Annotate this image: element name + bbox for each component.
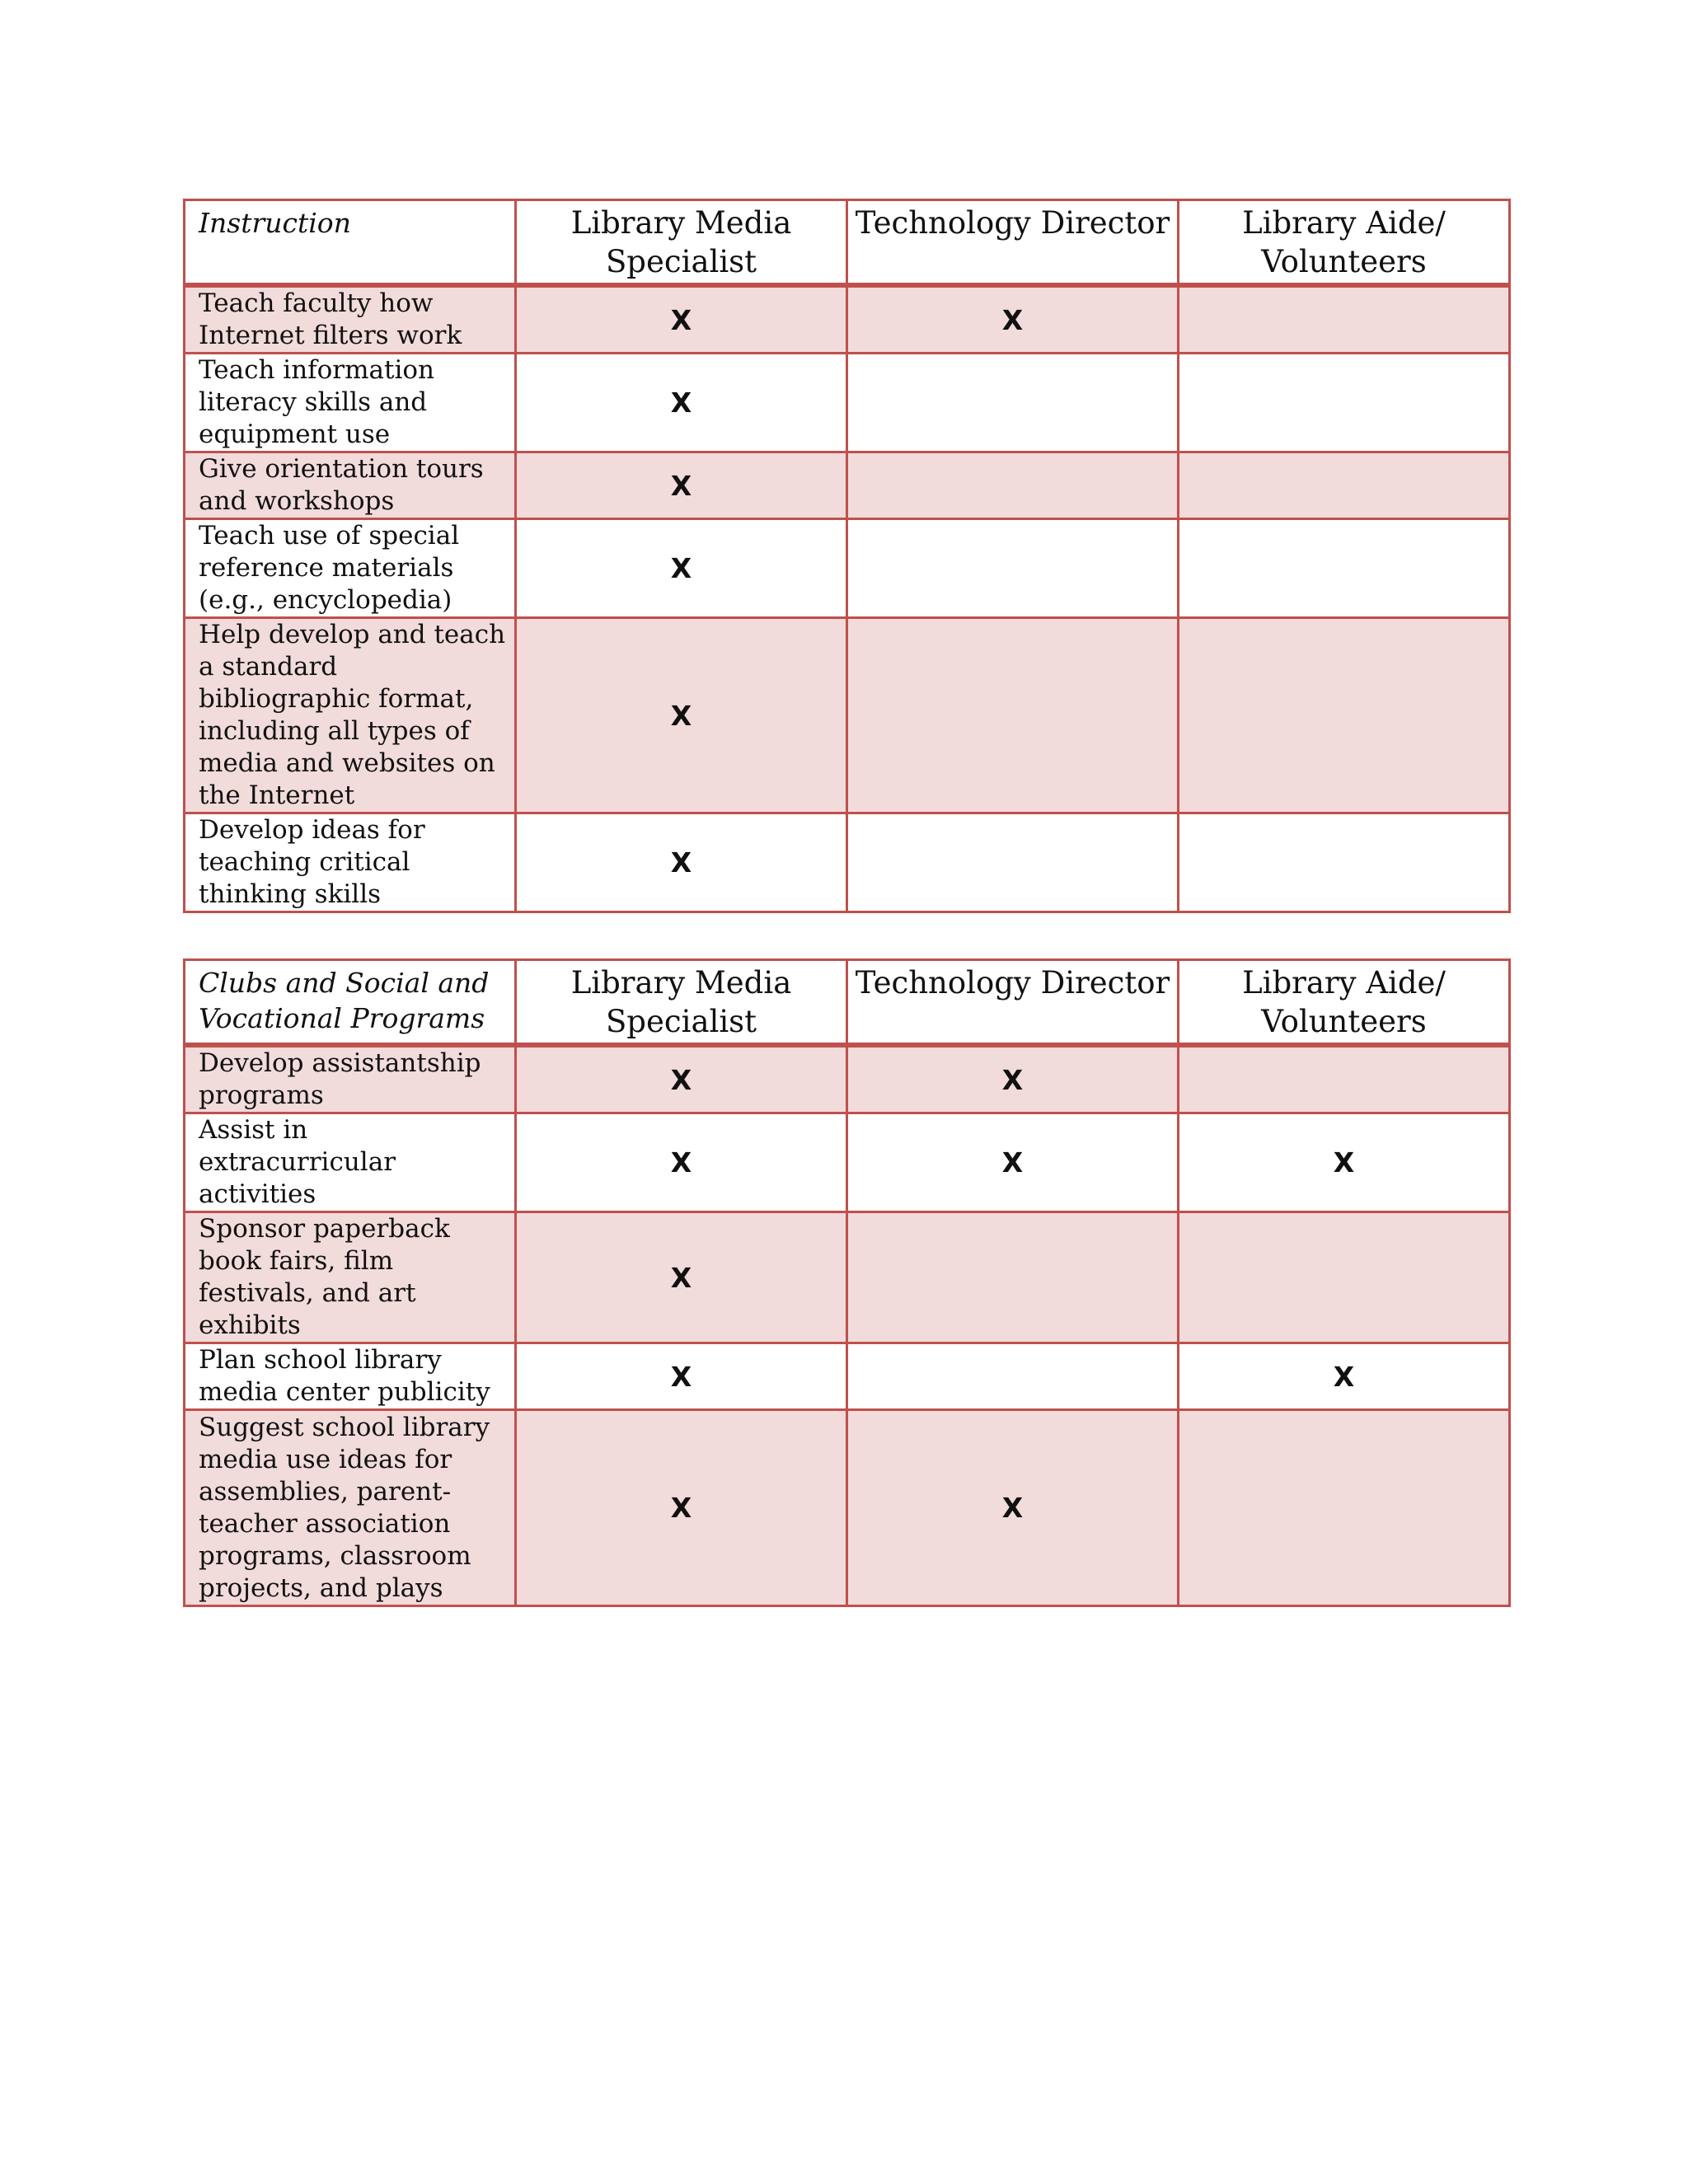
table-row (185, 1113, 1510, 1212)
mark-cell (847, 354, 1179, 452)
mark-cell: X (516, 1113, 847, 1212)
mark-cell: X (847, 285, 1179, 354)
mark-cell: X (516, 618, 847, 813)
mark-cell (1179, 285, 1510, 354)
mark-cell: X (516, 285, 847, 354)
column-header-library-media-specialist: Library Media Specialist (516, 200, 847, 286)
mark-cell: X (516, 1343, 847, 1410)
mark-cell (847, 452, 1179, 519)
section-title: Instruction (185, 200, 516, 286)
mark-cell: X (516, 1045, 847, 1113)
task-cell: Develop ideas for teaching critical thinking skills (185, 813, 516, 912)
mark-cell: X (516, 354, 847, 452)
mark-cell (847, 1343, 1179, 1410)
mark-cell (847, 618, 1179, 813)
column-header-technology-director: Technology Director (847, 960, 1179, 1046)
table-row (185, 618, 1510, 813)
task-cell: Develop assistantship programs (185, 1045, 516, 1113)
mark-cell: X (516, 1212, 847, 1343)
mark-cell (1179, 519, 1510, 618)
mark-cell (1179, 1410, 1510, 1606)
mark-cell: X (516, 813, 847, 912)
mark-cell (847, 519, 1179, 618)
task-cell: Give orientation tours and workshops (185, 452, 516, 519)
mark-cell: X (847, 1410, 1179, 1606)
mark-cell: X (1179, 1343, 1510, 1410)
mark-cell: X (516, 519, 847, 618)
column-header-library-media-specialist: Library Media Specialist (516, 960, 847, 1046)
instruction-table (183, 199, 1511, 913)
table-row (185, 285, 1510, 354)
clubs-programs-table (183, 958, 1511, 1607)
table-row (185, 1343, 1510, 1410)
task-cell: Plan school library media center publicity (185, 1343, 516, 1410)
table-row (185, 1045, 1510, 1113)
mark-cell (847, 813, 1179, 912)
task-cell: Sponsor paperback book fairs, film festivals, and art exhibits (185, 1212, 516, 1343)
mark-cell (847, 1212, 1179, 1343)
mark-cell: X (516, 1410, 847, 1606)
mark-cell: X (847, 1045, 1179, 1113)
mark-cell: X (847, 1113, 1179, 1212)
mark-cell (1179, 813, 1510, 912)
mark-cell: X (516, 452, 847, 519)
table-row (185, 452, 1510, 519)
task-cell: Help develop and teach a standard bibliographic format, including all types of media and websites on the Internet (185, 618, 516, 813)
task-cell: Teach faculty how Internet filters work (185, 285, 516, 354)
column-header-library-aide-volunteers: Library Aide/ Volunteers (1179, 960, 1510, 1046)
column-header-library-aide-volunteers: Library Aide/ Volunteers (1179, 200, 1510, 286)
mark-cell (1179, 1212, 1510, 1343)
mark-cell (1179, 1045, 1510, 1113)
table-row (185, 519, 1510, 618)
table-header-row (185, 200, 1510, 286)
table-row (185, 1410, 1510, 1606)
table-row (185, 1212, 1510, 1343)
task-cell: Teach use of special reference materials (e.g., encyclopedia) (185, 519, 516, 618)
section-title: Clubs and Social and Vocational Programs (185, 960, 516, 1046)
task-cell: Suggest school library media use ideas for assemblies, parent-teacher association programs, classroom projects, and plays (185, 1410, 516, 1606)
task-cell: Assist in extracurricular activities (185, 1113, 516, 1212)
table-header-row (185, 960, 1510, 1046)
mark-cell: X (1179, 1113, 1510, 1212)
task-cell: Teach information literacy skills and equipment use (185, 354, 516, 452)
table-row (185, 354, 1510, 452)
column-header-technology-director: Technology Director (847, 200, 1179, 286)
table-row (185, 813, 1510, 912)
mark-cell (1179, 354, 1510, 452)
mark-cell (1179, 618, 1510, 813)
mark-cell (1179, 452, 1510, 519)
